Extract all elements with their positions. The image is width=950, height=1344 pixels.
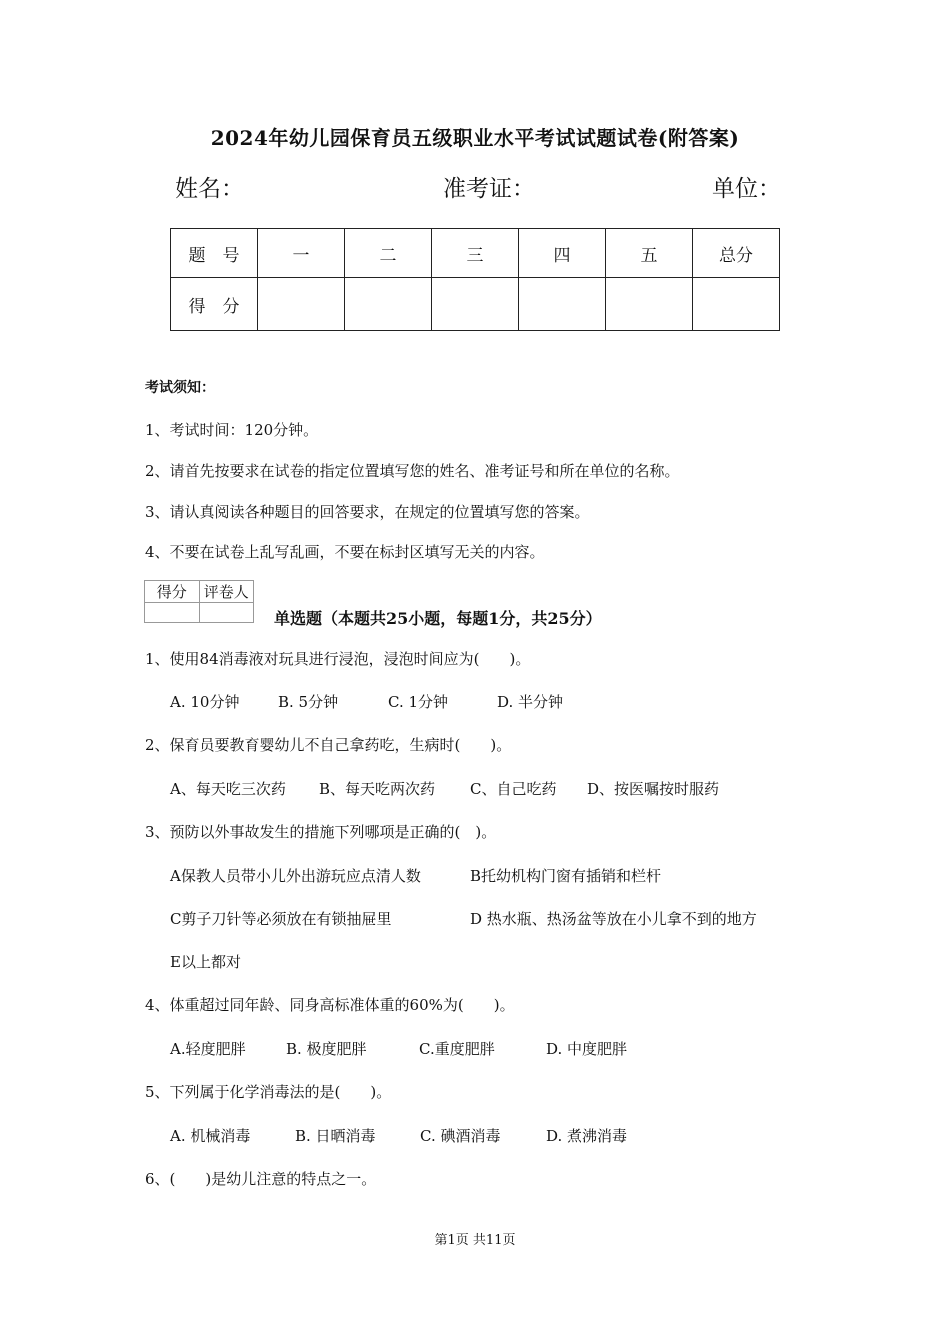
page-footer: 第1页 共11页 (434, 1233, 516, 1248)
option: C. 碘酒消毒 (420, 1127, 501, 1145)
option: E以上都对 (170, 953, 241, 971)
option: C.重度肥胖 (419, 1040, 495, 1058)
question-text: 2、保育员要教育婴幼儿不自己拿药吃，生病时( )。 (145, 736, 512, 754)
option: A. 10分钟 (170, 693, 240, 711)
score-cell[interactable] (606, 278, 693, 331)
option: B. 日晒消毒 (295, 1127, 376, 1145)
score-table (170, 228, 780, 331)
candidate-fields (175, 170, 785, 204)
name-field-label: 姓名： (175, 176, 244, 202)
score-header-cell: 总分 (693, 229, 780, 278)
score-header-cell: 题 号 (171, 229, 258, 278)
option: B、每天吃两次药 (319, 780, 436, 798)
option: D. 中度肥胖 (546, 1040, 628, 1058)
option: C. 1分钟 (388, 693, 449, 711)
option: A保教人员带小儿外出游玩应点清人数 (170, 867, 421, 885)
question-text: 4、体重超过同年龄、同身高标准体重的60%为( )。 (145, 996, 515, 1014)
grader-reviewer-label: 评卷人 (199, 581, 254, 603)
score-cell[interactable] (693, 278, 780, 331)
option: D. 半分钟 (497, 693, 564, 711)
notice-item: 4、不要在试卷上乱写乱画，不要在标封区填写无关的内容。 (145, 543, 545, 561)
grader-score-cell[interactable] (145, 603, 200, 623)
grader-table (144, 580, 254, 623)
option: A.轻度肥胖 (170, 1040, 246, 1058)
option: C、自己吃药 (470, 780, 557, 798)
option: D、按医嘱按时服药 (587, 780, 720, 798)
score-header-cell: 二 (345, 229, 432, 278)
section-title: 单选题（本题共25小题，每题1分，共25分） (274, 609, 602, 628)
score-cell[interactable] (258, 278, 345, 331)
question-text: 5、下列属于化学消毒法的是( )。 (145, 1083, 392, 1101)
option: B. 极度肥胖 (286, 1040, 367, 1058)
option: D. 煮沸消毒 (546, 1127, 628, 1145)
notice-item: 2、请首先按要求在试卷的指定位置填写您的姓名、准考证号和所在单位的名称。 (145, 462, 680, 480)
option: B. 5分钟 (278, 693, 339, 711)
score-header-cell: 三 (432, 229, 519, 278)
score-cell[interactable] (432, 278, 519, 331)
question-text: 1、使用84消毒液对玩具进行浸泡，浸泡时间应为( )。 (145, 650, 531, 668)
grader-reviewer-cell[interactable] (199, 603, 254, 623)
option: A. 机械消毒 (170, 1127, 251, 1145)
exam-id-field-label: 准考证： (443, 176, 535, 202)
page-title: 2024年幼儿园保育员五级职业水平考试试题试卷(附答案) (210, 126, 740, 150)
score-cell[interactable] (345, 278, 432, 331)
notice-item: 3、请认真阅读各种题目的回答要求，在规定的位置填写您的答案。 (145, 503, 590, 521)
question-text: 6、( )是幼儿注意的特点之一。 (145, 1170, 377, 1188)
score-header-cell: 五 (606, 229, 693, 278)
option: C剪子刀针等必须放在有锁抽屉里 (170, 910, 392, 928)
notice-heading: 考试须知： (145, 380, 215, 396)
option: A、每天吃三次药 (170, 780, 286, 798)
option: B托幼机构门窗有插销和栏杆 (470, 867, 662, 885)
score-header-cell: 四 (519, 229, 606, 278)
notice-item: 1、考试时间：120分钟。 (145, 421, 319, 439)
grader-score-label: 得分 (145, 581, 200, 603)
option: D 热水瓶、热汤盆等放在小儿拿不到的地方 (470, 910, 757, 928)
unit-field-label: 单位： (712, 176, 781, 202)
question-text: 3、预防以外事故发生的措施下列哪项是正确的( )。 (145, 823, 497, 841)
score-row-label: 得 分 (171, 278, 258, 331)
score-cell[interactable] (519, 278, 606, 331)
score-header-cell: 一 (258, 229, 345, 278)
